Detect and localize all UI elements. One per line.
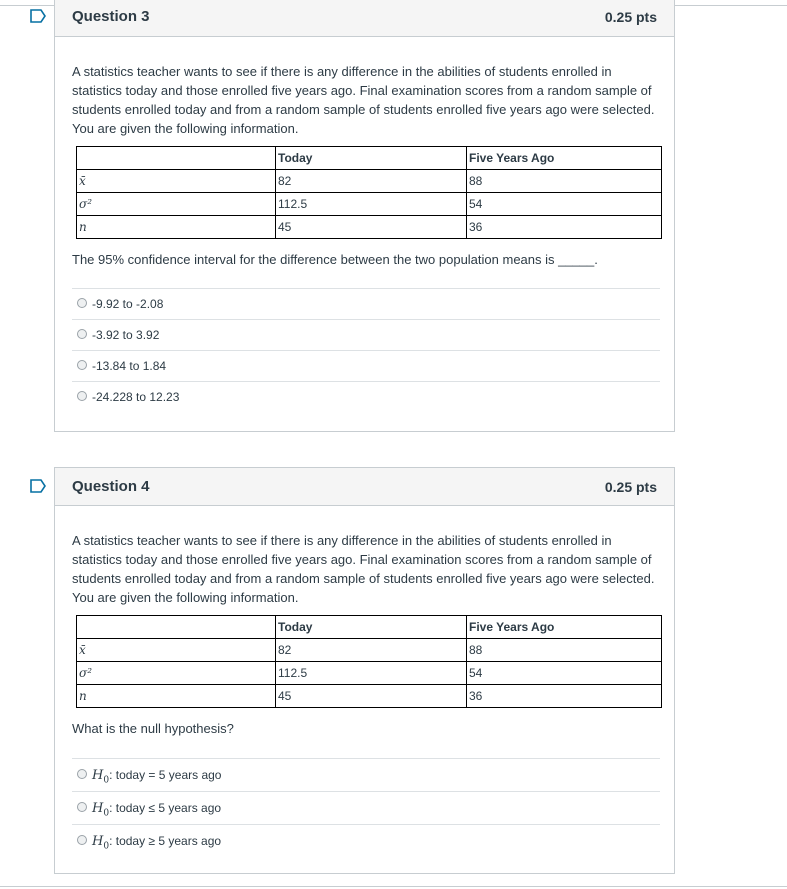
hypothesis-subscript: 0: [103, 808, 110, 819]
radio-button[interactable]: [77, 802, 87, 812]
table-header-row: [77, 616, 662, 639]
info-table: [76, 146, 662, 239]
question-points: 0.25 pts: [604, 479, 657, 495]
hypothesis-symbol: H: [92, 768, 104, 783]
radio-button[interactable]: [77, 298, 87, 308]
table-row: [77, 193, 662, 216]
answer-list: [72, 758, 660, 857]
table-row: [77, 685, 662, 708]
table-header-five-years-ago: Five Years Ago: [467, 147, 662, 170]
question-4-body: [55, 531, 674, 857]
answer-label: -13.84 to 1.84: [92, 359, 167, 373]
table-header-row: [77, 147, 662, 170]
answer-list: [72, 288, 660, 412]
info-table: [76, 615, 662, 708]
table-cell: 82: [276, 639, 467, 662]
table-header-five-years-ago: Five Years Ago: [467, 616, 662, 639]
table-cell: 45: [276, 216, 467, 239]
answer-label: -3.92 to 3.92: [92, 328, 160, 342]
hypothesis-symbol: H: [92, 834, 104, 849]
answer-label: -24.228 to 12.23: [92, 390, 180, 404]
answer-option[interactable]: [72, 824, 660, 857]
question-stem: What is the null hypothesis?: [72, 721, 234, 736]
table-symbol: n: [77, 685, 276, 708]
radio-button[interactable]: [77, 769, 87, 779]
question-title: Question 3: [72, 8, 150, 25]
table-cell: [77, 616, 276, 639]
table-cell: 54: [467, 662, 662, 685]
table-cell: 36: [467, 685, 662, 708]
flag-question-icon[interactable]: [30, 9, 46, 23]
table-symbol: σ²: [77, 662, 276, 685]
answer-label: [92, 799, 221, 824]
question-3-header: [55, 0, 674, 37]
table-symbol: x̄: [77, 170, 276, 193]
table-symbol: x̄: [77, 639, 276, 662]
hypothesis-text: : today ≥ 5 years ago: [109, 834, 222, 848]
question-3-body: [55, 62, 674, 412]
table-symbol: n: [77, 216, 276, 239]
table-cell: 54: [467, 193, 662, 216]
table-row: [77, 216, 662, 239]
answer-option[interactable]: [72, 791, 660, 824]
question-title: Question 4: [72, 478, 150, 495]
radio-button[interactable]: [77, 360, 87, 370]
table-cell: 112.5: [276, 662, 467, 685]
table-cell: 82: [276, 170, 467, 193]
table-cell: [77, 147, 276, 170]
answer-option[interactable]: [72, 288, 660, 319]
question-4-header: [55, 468, 674, 506]
question-text: A statistics teacher wants to see if there is any difference in the abilities of students enrolled in statistics today and those enrolled five years ago. Final examination scores from a random sample of students enrolled today and from a random sample of students enrolled five years ago were selected. You are given the following information.: [72, 533, 655, 605]
hypothesis-subscript: 0: [103, 841, 110, 852]
answer-option[interactable]: [72, 758, 660, 791]
table-cell: 36: [467, 216, 662, 239]
table-cell: 88: [467, 639, 662, 662]
hypothesis-text: : today ≤ 5 years ago: [109, 801, 222, 815]
radio-button[interactable]: [77, 835, 87, 845]
answer-label: [92, 766, 221, 791]
table-header-today: Today: [276, 147, 467, 170]
answer-label: -9.92 to -2.08: [92, 297, 164, 311]
radio-button[interactable]: [77, 391, 87, 401]
answer-option[interactable]: [72, 381, 660, 412]
answer-option[interactable]: [72, 350, 660, 381]
table-row: [77, 170, 662, 193]
table-row: [77, 662, 662, 685]
table-header-today: Today: [276, 616, 467, 639]
hypothesis-text: : today = 5 years ago: [109, 768, 222, 782]
question-stem: The 95% confidence interval for the difference between the two population means is _____.: [72, 252, 598, 267]
table-cell: 112.5: [276, 193, 467, 216]
hypothesis-symbol: H: [92, 801, 104, 816]
table-row: [77, 639, 662, 662]
hypothesis-subscript: 0: [103, 775, 110, 786]
table-cell: 88: [467, 170, 662, 193]
question-points: 0.25 pts: [604, 9, 657, 25]
table-symbol: σ²: [77, 193, 276, 216]
question-4-card: [54, 467, 675, 874]
question-text: A statistics teacher wants to see if there is any difference in the abilities of students enrolled in statistics today and those enrolled five years ago. Final examination scores from a random sample of students enrolled today and from a random sample of students enrolled five years ago were selected. You are given the following information.: [72, 64, 655, 136]
radio-button[interactable]: [77, 329, 87, 339]
question-3-card: [54, 0, 675, 432]
bottom-divider: [0, 886, 787, 887]
table-cell: 45: [276, 685, 467, 708]
answer-label: [92, 832, 221, 857]
answer-option[interactable]: [72, 319, 660, 350]
flag-question-icon[interactable]: [30, 479, 46, 493]
